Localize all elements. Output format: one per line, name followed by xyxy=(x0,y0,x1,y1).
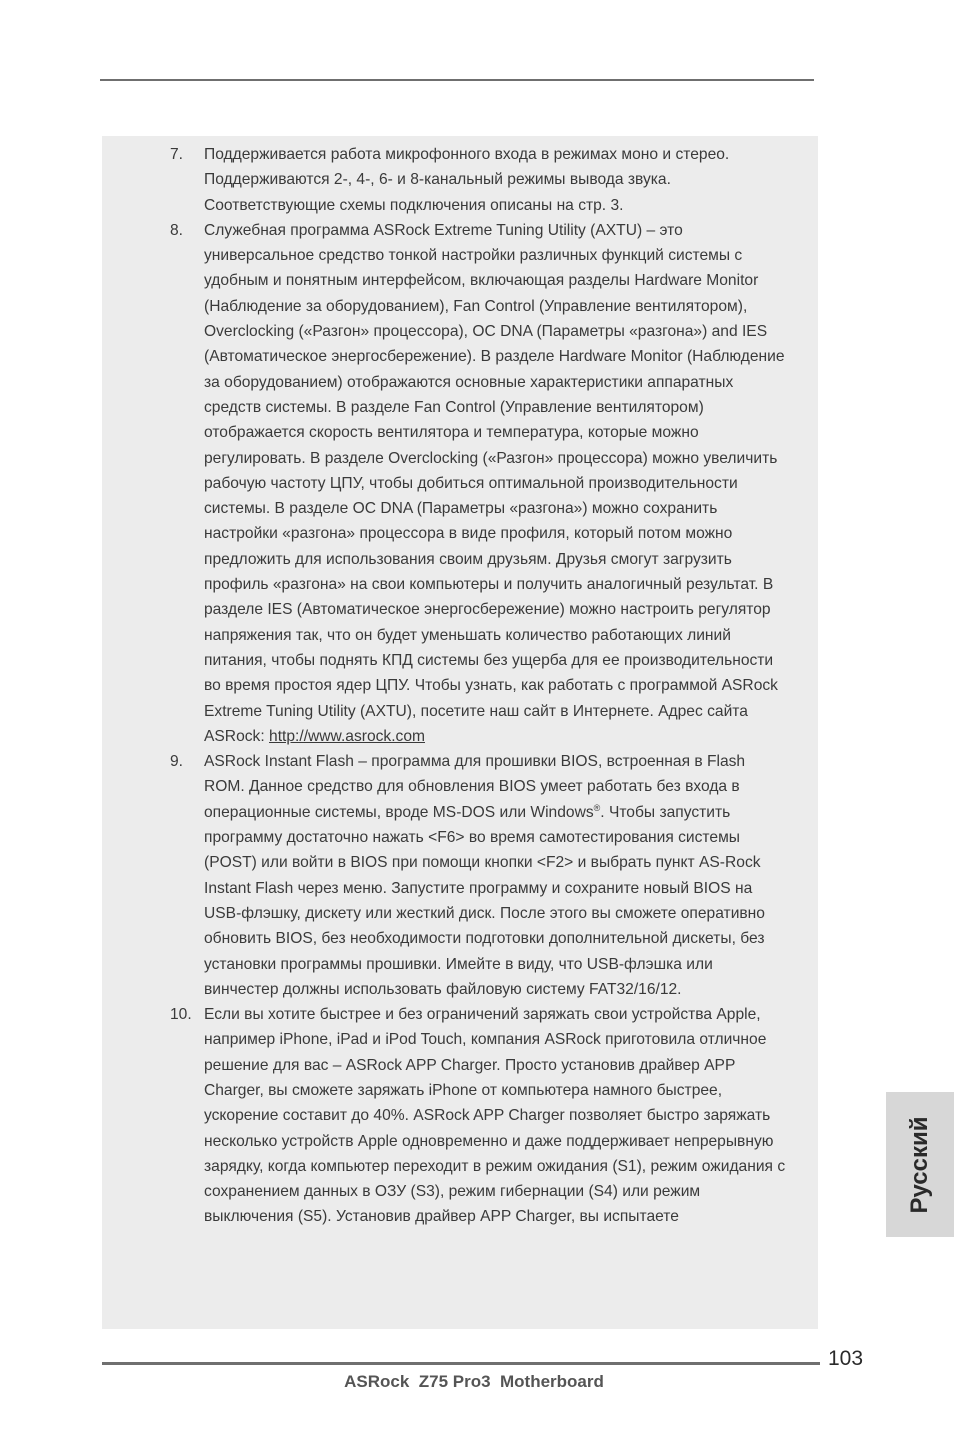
item-number: 8. xyxy=(170,221,184,239)
item-text-before: ASRock Instant Flash – программа для прошивки BIOS, встроенная в Flash ROM. Данное средство для обновления BIOS умеет работать без входа в операционные системы, вроде MS-DOS или Windows xyxy=(204,753,746,821)
content-panel xyxy=(102,136,818,1329)
item-text xyxy=(204,218,788,749)
list-item xyxy=(102,218,818,749)
list-item xyxy=(102,749,818,1002)
registered-mark: ® xyxy=(593,802,601,813)
language-tab xyxy=(886,1092,954,1237)
feature-list xyxy=(102,142,818,1230)
item-text xyxy=(204,749,788,1002)
page-number: 103 xyxy=(828,1347,864,1370)
asrock-website-link[interactable]: http://www.asrock.com xyxy=(269,727,425,745)
item-number: 10. xyxy=(170,1006,192,1024)
item-text: Поддерживается работа микрофонного входа в режимах моно и стерео. Поддерживаются 2-, 4-, 6- и 8-канальный режимы вывода звука. Соответствующие схемы подключения описаны на стр. 3. xyxy=(204,146,730,214)
header-rule xyxy=(100,79,814,81)
footer-title: ASRock Z75 Pro3 Motherboard xyxy=(344,1372,604,1391)
item-number: 9. xyxy=(170,753,184,771)
item-text-body: Служебная программа ASRock Extreme Tuning Utility (AXTU) – это универсальное средство тонкой настройки различных функций системы с удобным и понятным интерфейсом, включающая разделы Hardware Monitor (Наблюдение за оборудованием), Fan Control (Управление вентилятором), Overclocking («Разгон» процессора), OC DNA (Параметры «разгона») and IES (Автоматическое энергосбережение). В разделе Hardware Monitor (Наблюдение за оборудованием) отображаются основные характеристики аппаратных средств системы. В разделе Fan Control (Управление вентилятором) отображается скорость вентилятора и температура, которые можно регулировать. В разделе Overclocking («Разгон» процессора) можно увеличить рабочую частоту ЦПУ, чтобы добиться оптимальной производительности системы. В разделе OC DNA (Параметры «разгона») можно сохранить настройки «разгона» процессора в виде профиля, который потом можно предложить для использования своим друзьям. Друзья смогут загрузить профиль «разгона» на свои компьютеры и получить аналогичный результат. В разделе IES (Автоматическое энергосбережение) можно настроить регулятор напряжения так, что он будет уменьшать количество работающих линий питания, чтобы поднять КПД системы без ущерба для ее производительности во время простоя ядер ЦПУ. Чтобы узнать, как работать с программой ASRock Extreme Tuning Utility (AXTU), посетите наш сайт в Интернете. Адрес сайта ASRock: xyxy=(204,221,785,745)
item-text: Если вы хотите быстрее и без ограничений заряжать свои устройства Apple, например iPhone, iPad и iPod Touch, компания ASRock приготовила отличное решение для вас – ASRock APP Charger. Просто установив драйвер APP Charger, вы сможете заряжать iPhone от компьютера намного быстрее, ускорение составит до 40%. ASRock APP Charger позволяет быстро заряжать несколько устройств Apple одновременно и даже поддерживает непрерывную зарядку, когда компьютер переходит в режим ожидания (S1), режим ожидания с сохранением данных в ОЗУ (S3), режим гибернации (S4) или режим выключения (S5). Установив драйвер APP Charger, вы испытаете xyxy=(204,1006,786,1226)
list-item xyxy=(102,1002,818,1230)
list-item xyxy=(102,142,818,218)
item-text-after: . Чтобы запустить программу достаточно нажать <F6> во время самотестирования системы (POST) или войти в BIOS при помощи кнопки <F2> и выбрать пункт AS-Rock Instant Flash через меню. Запустите программу и сохраните новый BIOS на USB-флэшку, дискету или жесткий диск. После этого вы сможете оперативно обновить BIOS, без необходимости подготовки дополнительной дискеты, без установки программы прошивки. Имейте в виду, что USB-флэшка или винчестер должны использовать файловую систему FAT32/16/12. xyxy=(204,803,765,998)
language-tab-label: Русский xyxy=(906,1116,933,1213)
item-number: 7. xyxy=(170,146,184,163)
footer-rule xyxy=(102,1362,820,1365)
